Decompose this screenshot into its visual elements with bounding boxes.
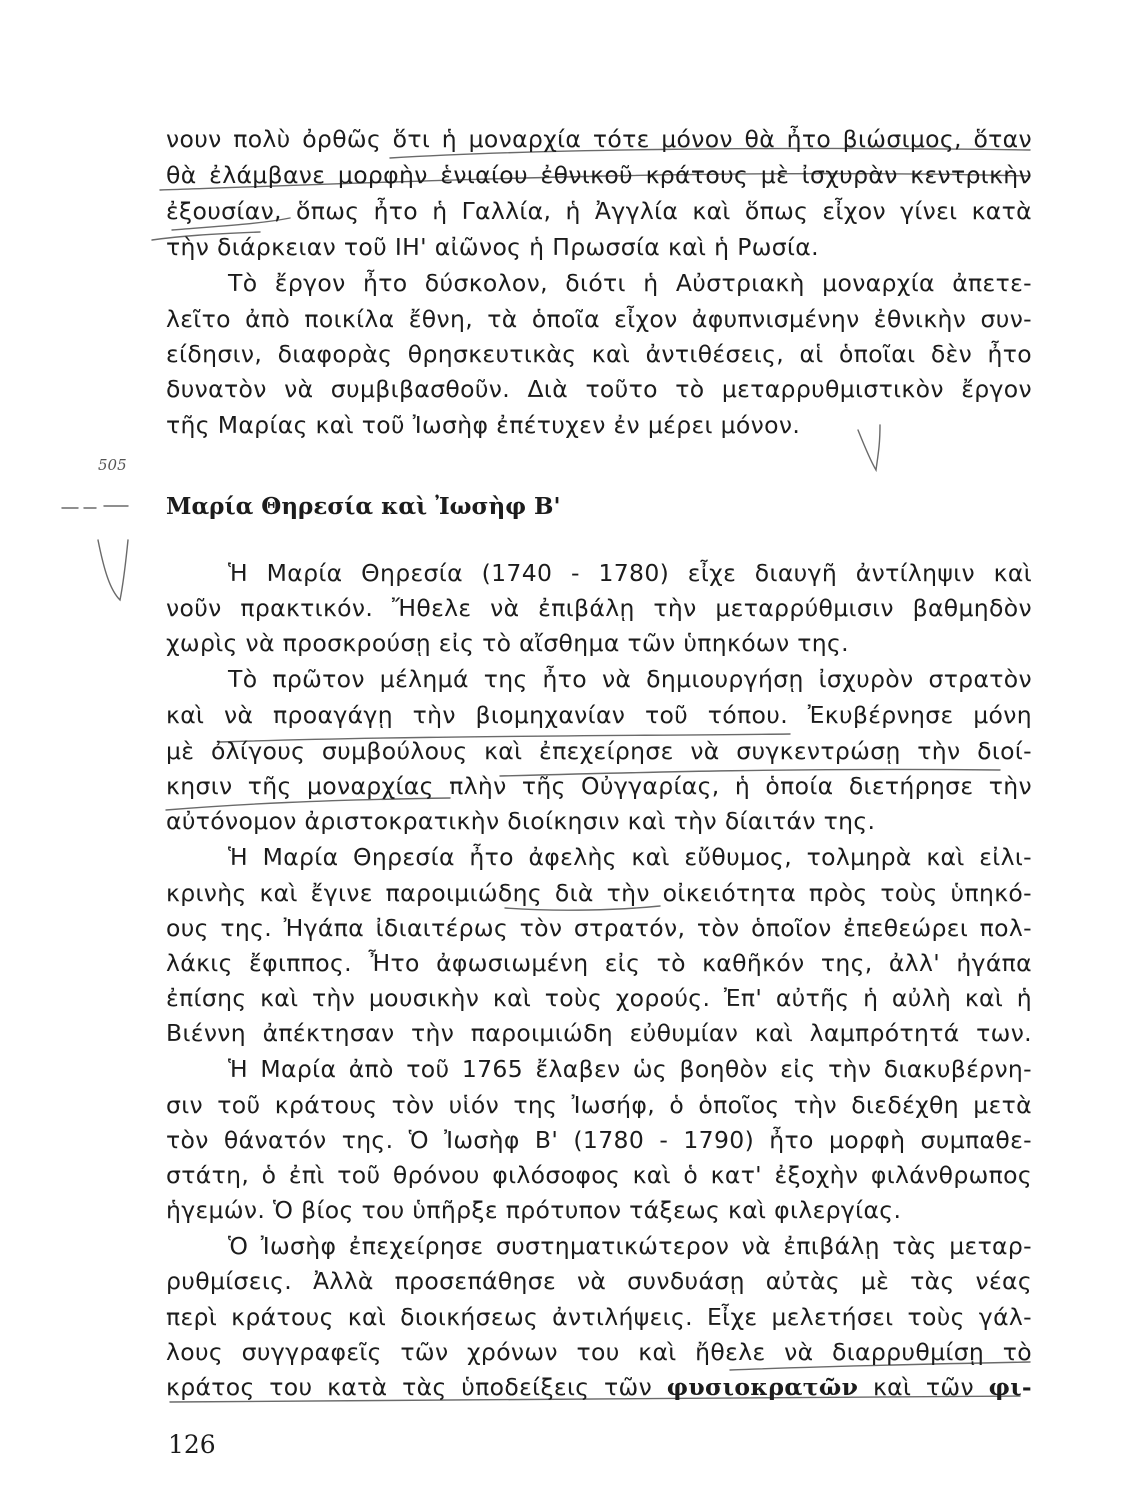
text-line: χωρὶς νὰ προσκρούσῃ εἰς τὸ αἴσθημα τῶν ὑπηκόων της. [166,629,849,657]
text-line: ἐξουσίαν, ὅπως ἦτο ἡ Γαλλία, ἡ Ἀγγλία καὶ ὅπως εἶχον γίνει κατὰ [166,197,1032,225]
text-line: σιν τοῦ κράτους τὸν υἱόν της Ἰωσήφ, ὁ ὁποῖος τὴν διεδέχθη μετὰ [166,1091,1032,1119]
bold-term: φι- [988,1373,1033,1401]
text-line: τὸν θάνατόν της. Ὁ Ἰωσὴφ Β' (1780 - 1790) ἦτο μορφὴ συμπαθε- [166,1126,1032,1154]
text-line: Ἡ Μαρία ἀπὸ τοῦ 1765 ἔλαβεν ὡς βοηθὸν εἰς τὴν διακυβέρνη- [228,1055,1032,1083]
margin-note: 505 [98,456,127,474]
section-heading: Μαρία Θηρεσία καὶ Ἰωσὴφ Β' [166,493,561,520]
text-line: περὶ κράτους καὶ διοικήσεως ἀντιλήψεις. Εἶχε μελετήσει τοὺς γάλ- [166,1303,1032,1331]
page-number: 126 [168,1430,216,1459]
text-line: Βιέννη ἀπέκτησαν τὴν παροιμιώδη εὐθυμίαν καὶ λαμπρότητά των. [166,1019,1032,1047]
text-line: τῆς Μαρίας καὶ τοῦ Ἰωσὴφ ἐπέτυχεν ἐν μέρει μόνον. [166,411,801,439]
text-line: νοῦν πρακτικόν. Ἤθελε νὰ ἐπιβάλῃ τὴν μεταρρύθμισιν βαθμηδὸν [166,594,1032,622]
text-line: ἡγεμών. Ὁ βίος του ὑπῆρξε πρότυπον τάξεως καὶ φιλεργίας. [166,1196,902,1224]
text-line: κησιν τῆς μοναρχίας πλὴν τῆς Οὐγγαρίας, ἡ ὁποία διετήρησε τὴν [166,772,1032,800]
text-line-last [166,1370,1032,1404]
text-line: μὲ ὀλίγους συμβούλους καὶ ἐπεχείρησε νὰ συγκεντρώσῃ τὴν διοί- [166,737,1032,765]
check-mark [98,540,128,600]
bold-term: φυσιοκρατῶν [666,1373,859,1401]
text-line: θὰ ἐλάμβανε μορφὴν ἑνιαίου ἐθνικοῦ κράτους μὲ ἰσχυρὰν κεντρικὴν [166,161,1032,189]
text-fragment: καὶ τῶν [872,1373,974,1401]
text-line: Τὸ ἔργον ἦτο δύσκολον, διότι ἡ Αὐστριακὴ μοναρχία ἀπετε- [228,269,1032,297]
text-line: Ἡ Μαρία Θηρεσία (1740 - 1780) εἶχε διαυγῆ ἀντίληψιν καὶ [228,559,1032,587]
text-line: Τὸ πρῶτον μέλημά της ἦτο νὰ δημιουργήσῃ ἰσχυρὸν στρατὸν [228,665,1032,693]
text-line: ἐπίσης καὶ τὴν μουσικὴν καὶ τοὺς χορούς. Ἐπ' αὐτῆς ἡ αὐλὴ καὶ ἡ [166,984,1032,1012]
text-line: λους συγγραφεῖς τῶν χρόνων του καὶ ἤθελε νὰ διαρρυθμίσῃ τὸ [166,1338,1032,1366]
text-line: λάκις ἔφιππος. Ἦτο ἀφωσιωμένη εἰς τὸ καθῆκόν της, ἀλλ' ἠγάπα [166,949,1032,977]
text-line: ρυθμίσεις. Ἀλλὰ προσεπάθησε νὰ συνδυάσῃ αὐτὰς μὲ τὰς νέας [166,1267,1032,1295]
text-line: τὴν διάρκειαν τοῦ ΙΗ' αἰῶνος ἡ Πρωσσία καὶ ἡ Ρωσία. [166,233,819,261]
text-line: κρινὴς καὶ ἔγινε παροιμιώδης διὰ τὴν οἰκειότητα πρὸς τοὺς ὑπηκό- [166,879,1032,907]
text-line: ους της. Ἠγάπα ἰδιαιτέρως τὸν στρατόν, τὸν ὁποῖον ἐπεθεώρει πολ- [166,914,1032,942]
text-line: είδησιν, διαφορὰς θρησκευτικὰς καὶ ἀντιθέσεις, αἱ ὁποῖαι δὲν ἦτο [166,340,1032,368]
text-line: Ἡ Μαρία Θηρεσία ἦτο ἀφελὴς καὶ εὔθυμος, τολμηρὰ καὶ εἰλι- [228,843,1032,871]
text-line: αὐτόνομον ἀριστοκρατικὴν διοίκησιν καὶ τὴν δίαιτάν της. [166,807,876,835]
text-fragment: κράτος του κατὰ τὰς ὑποδείξεις τῶν [166,1373,653,1401]
text-line: Ὁ Ἰωσὴφ ἐπεχείρησε συστηματικώτερον νὰ ἐπιβάλῃ τὰς μεταρ- [228,1232,1032,1260]
text-line: δυνατὸν νὰ συμβιβασθοῦν. Διὰ τοῦτο τὸ μεταρρυθμιστικὸν ἔργον [166,375,1032,403]
text-line: στάτη, ὁ ἐπὶ τοῦ θρόνου φιλόσοφος καὶ ὁ κατ' ἐξοχὴν φιλάνθρωπος [166,1161,1032,1189]
margin-dash-mark [62,506,128,508]
text-line: λεῖτο ἀπὸ ποικίλα ἔθνη, τὰ ὁποῖα εἶχον ἀφυπνισμένην ἐθνικὴν συν- [166,305,1032,333]
text-line: καὶ νὰ προαγάγῃ τὴν βιομηχανίαν τοῦ τόπου. Ἐκυβέρνησε μόνη [166,701,1032,729]
text-line: νουν πολὺ ὀρθῶς ὅτι ἡ μοναρχία τότε μόνον θὰ ἦτο βιώσιμος, ὅταν [166,125,1032,153]
